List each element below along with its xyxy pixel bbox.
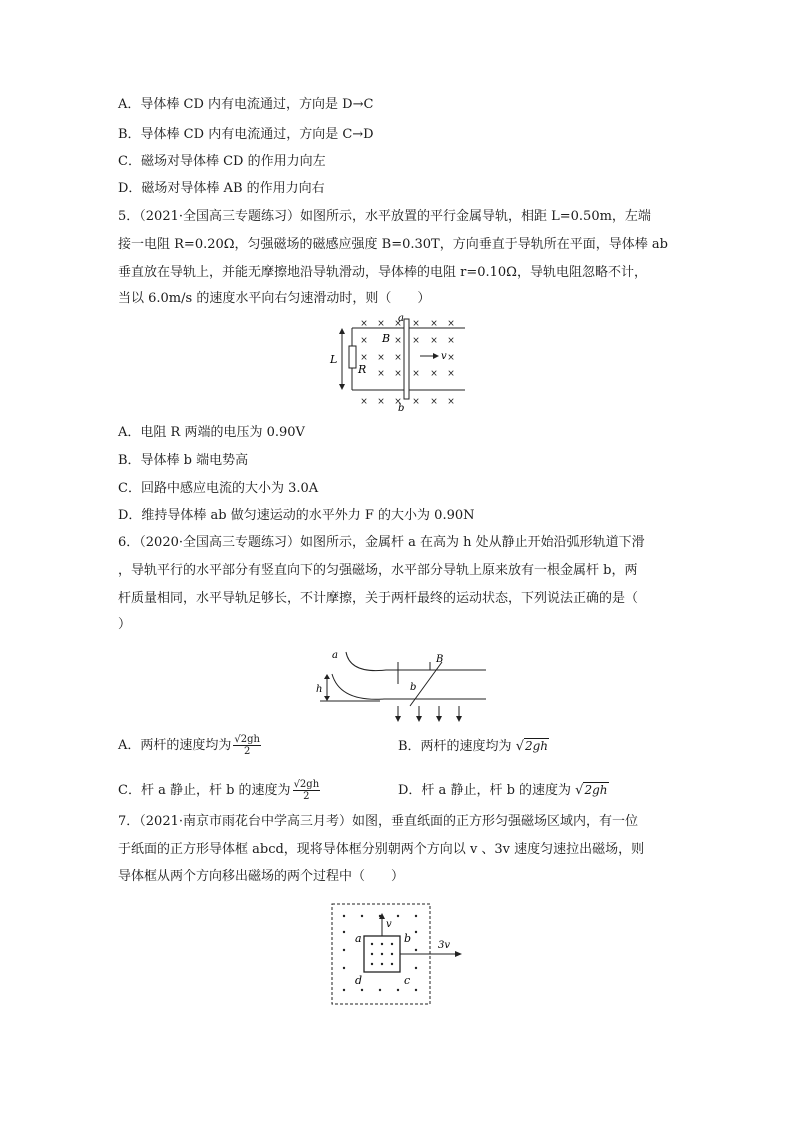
q7-label-v: v: [386, 919, 392, 930]
q5-option-d: D．维持导体棒 ab 做匀速运动的水平外力 F 的大小为 0.90N: [118, 508, 475, 523]
q6-label-h: h: [316, 684, 323, 695]
q4-option-b: B．导体棒 CD 内有电流通过，方向是 C→D: [118, 127, 374, 142]
q7-label-b: b: [404, 932, 412, 945]
svg-text:×: ×: [394, 353, 402, 363]
q5-label-v: v: [441, 351, 447, 362]
svg-text:×: ×: [360, 397, 368, 407]
svg-text:×: ×: [447, 369, 455, 379]
svg-text:×: ×: [360, 336, 368, 346]
q5-stem-line-2: 接一电阻 R=0.20Ω，匀强磁场的磁感应强度 B=0.30T，方向垂直于导轨所在平面，导体棒 ab: [118, 237, 668, 252]
q5-rail-figure: [320, 312, 470, 416]
svg-text:×: ×: [447, 353, 455, 363]
q5-label-L: L: [330, 353, 338, 366]
q7-label-3v: 3v: [438, 940, 451, 951]
q6-option-b: B．两杆的速度均为 √2gh: [398, 739, 549, 754]
svg-text:×: ×: [412, 336, 420, 346]
svg-text:×: ×: [447, 319, 455, 329]
svg-text:×: ×: [360, 353, 368, 363]
q5-label-B: B: [382, 332, 391, 345]
q7-square-field-figure: [330, 902, 466, 1008]
svg-text:×: ×: [377, 369, 385, 379]
q6-label-a: a: [332, 650, 338, 661]
svg-text:×: ×: [430, 336, 438, 346]
q7-stem-line-2: 于纸面的正方形导体框 abcd，现将导体框分别朝两个方向以 v 、3v 速度匀速拉出磁场，则: [118, 842, 645, 857]
q7-stem-line-3: 导体框从两个方向移出磁场的两个过程中（ ）: [118, 869, 405, 884]
q5-stem-line-3: 垂直放在导轨上，并能无摩擦地沿导轨滑动，导体棒的电阻 r=0.10Ω，导轨电阻忽略不计，: [118, 265, 647, 280]
svg-text:×: ×: [360, 319, 368, 329]
svg-text:×: ×: [377, 319, 385, 329]
q4-option-d: D．磁场对导体棒 AB 的作用力向右: [118, 181, 325, 196]
q5-option-a: A．电阻 R 两端的电压为 0.90V: [118, 425, 305, 440]
q4-option-a: A．导体棒 CD 内有电流通过，方向是 D→C: [118, 97, 374, 112]
svg-text:×: ×: [430, 397, 438, 407]
svg-text:×: ×: [377, 353, 385, 363]
q6-label-b: b: [410, 682, 417, 693]
svg-text:×: ×: [377, 397, 385, 407]
q6-stem-line-1: 6．（2020·全国高三专题练习）如图所示，金属杆 a 在高为 h 处从静止开始沿弧形轨道下滑: [118, 535, 645, 550]
svg-text:×: ×: [430, 369, 438, 379]
svg-text:×: ×: [412, 397, 420, 407]
svg-text:×: ×: [447, 397, 455, 407]
q7-label-a: a: [355, 932, 362, 945]
q6-option-c: C．杆 a 静止，杆 b 的速度为 $\frac{√2gh}{2}$: [118, 779, 320, 802]
q6-label-B: B: [436, 654, 444, 665]
q5-option-c: C．回路中感应电流的大小为 3.0A: [118, 481, 319, 496]
q5-option-b: B．导体棒 b 端电势高: [118, 453, 249, 468]
q6-track-figure: [306, 644, 490, 722]
q6-stem-line-4: ）: [118, 617, 132, 632]
svg-text:×: ×: [394, 397, 402, 407]
q7-label-c: c: [404, 974, 411, 987]
q6-stem-line-3: 杆质量相同，水平导轨足够长，不计摩擦，关于两杆最终的运动状态，下列说法正确的是（: [118, 591, 639, 606]
q6-option-d: D．杆 a 静止，杆 b 的速度为 √2gh: [398, 783, 608, 798]
svg-text:×: ×: [412, 369, 420, 379]
svg-text:×: ×: [394, 369, 402, 379]
q6-option-a: A．两杆的速度均为 $\frac{√2gh}{2}$: [118, 734, 260, 757]
svg-text:×: ×: [412, 319, 420, 329]
q7-stem-line-1: 7．（2021·南京市雨花台中学高三月考）如图，垂直纸面的正方形匀强磁场区域内，有一位: [118, 814, 638, 829]
q5-stem-line-4: 当以 6.0m/s 的速度水平向右匀速滑动时，则（ ）: [118, 291, 431, 306]
svg-text:×: ×: [394, 319, 402, 329]
svg-text:×: ×: [447, 336, 455, 346]
q7-label-d: d: [355, 974, 363, 987]
q5-label-a: a: [398, 313, 404, 324]
q5-stem-line-1: 5．（2021·全国高三专题练习）如图所示，水平放置的平行金属导轨，相距 L=0.50m，左端: [118, 209, 651, 224]
q6-stem-line-2: ，导轨平行的水平部分有竖直向下的匀强磁场，水平部分导轨上原来放有一根金属杆 b，两: [118, 563, 638, 578]
q5-label-b: b: [398, 403, 405, 414]
svg-text:×: ×: [394, 336, 402, 346]
q5-label-R: R: [358, 363, 367, 376]
svg-text:×: ×: [430, 319, 438, 329]
q4-option-c: C．磁场对导体棒 CD 的作用力向左: [118, 154, 326, 169]
